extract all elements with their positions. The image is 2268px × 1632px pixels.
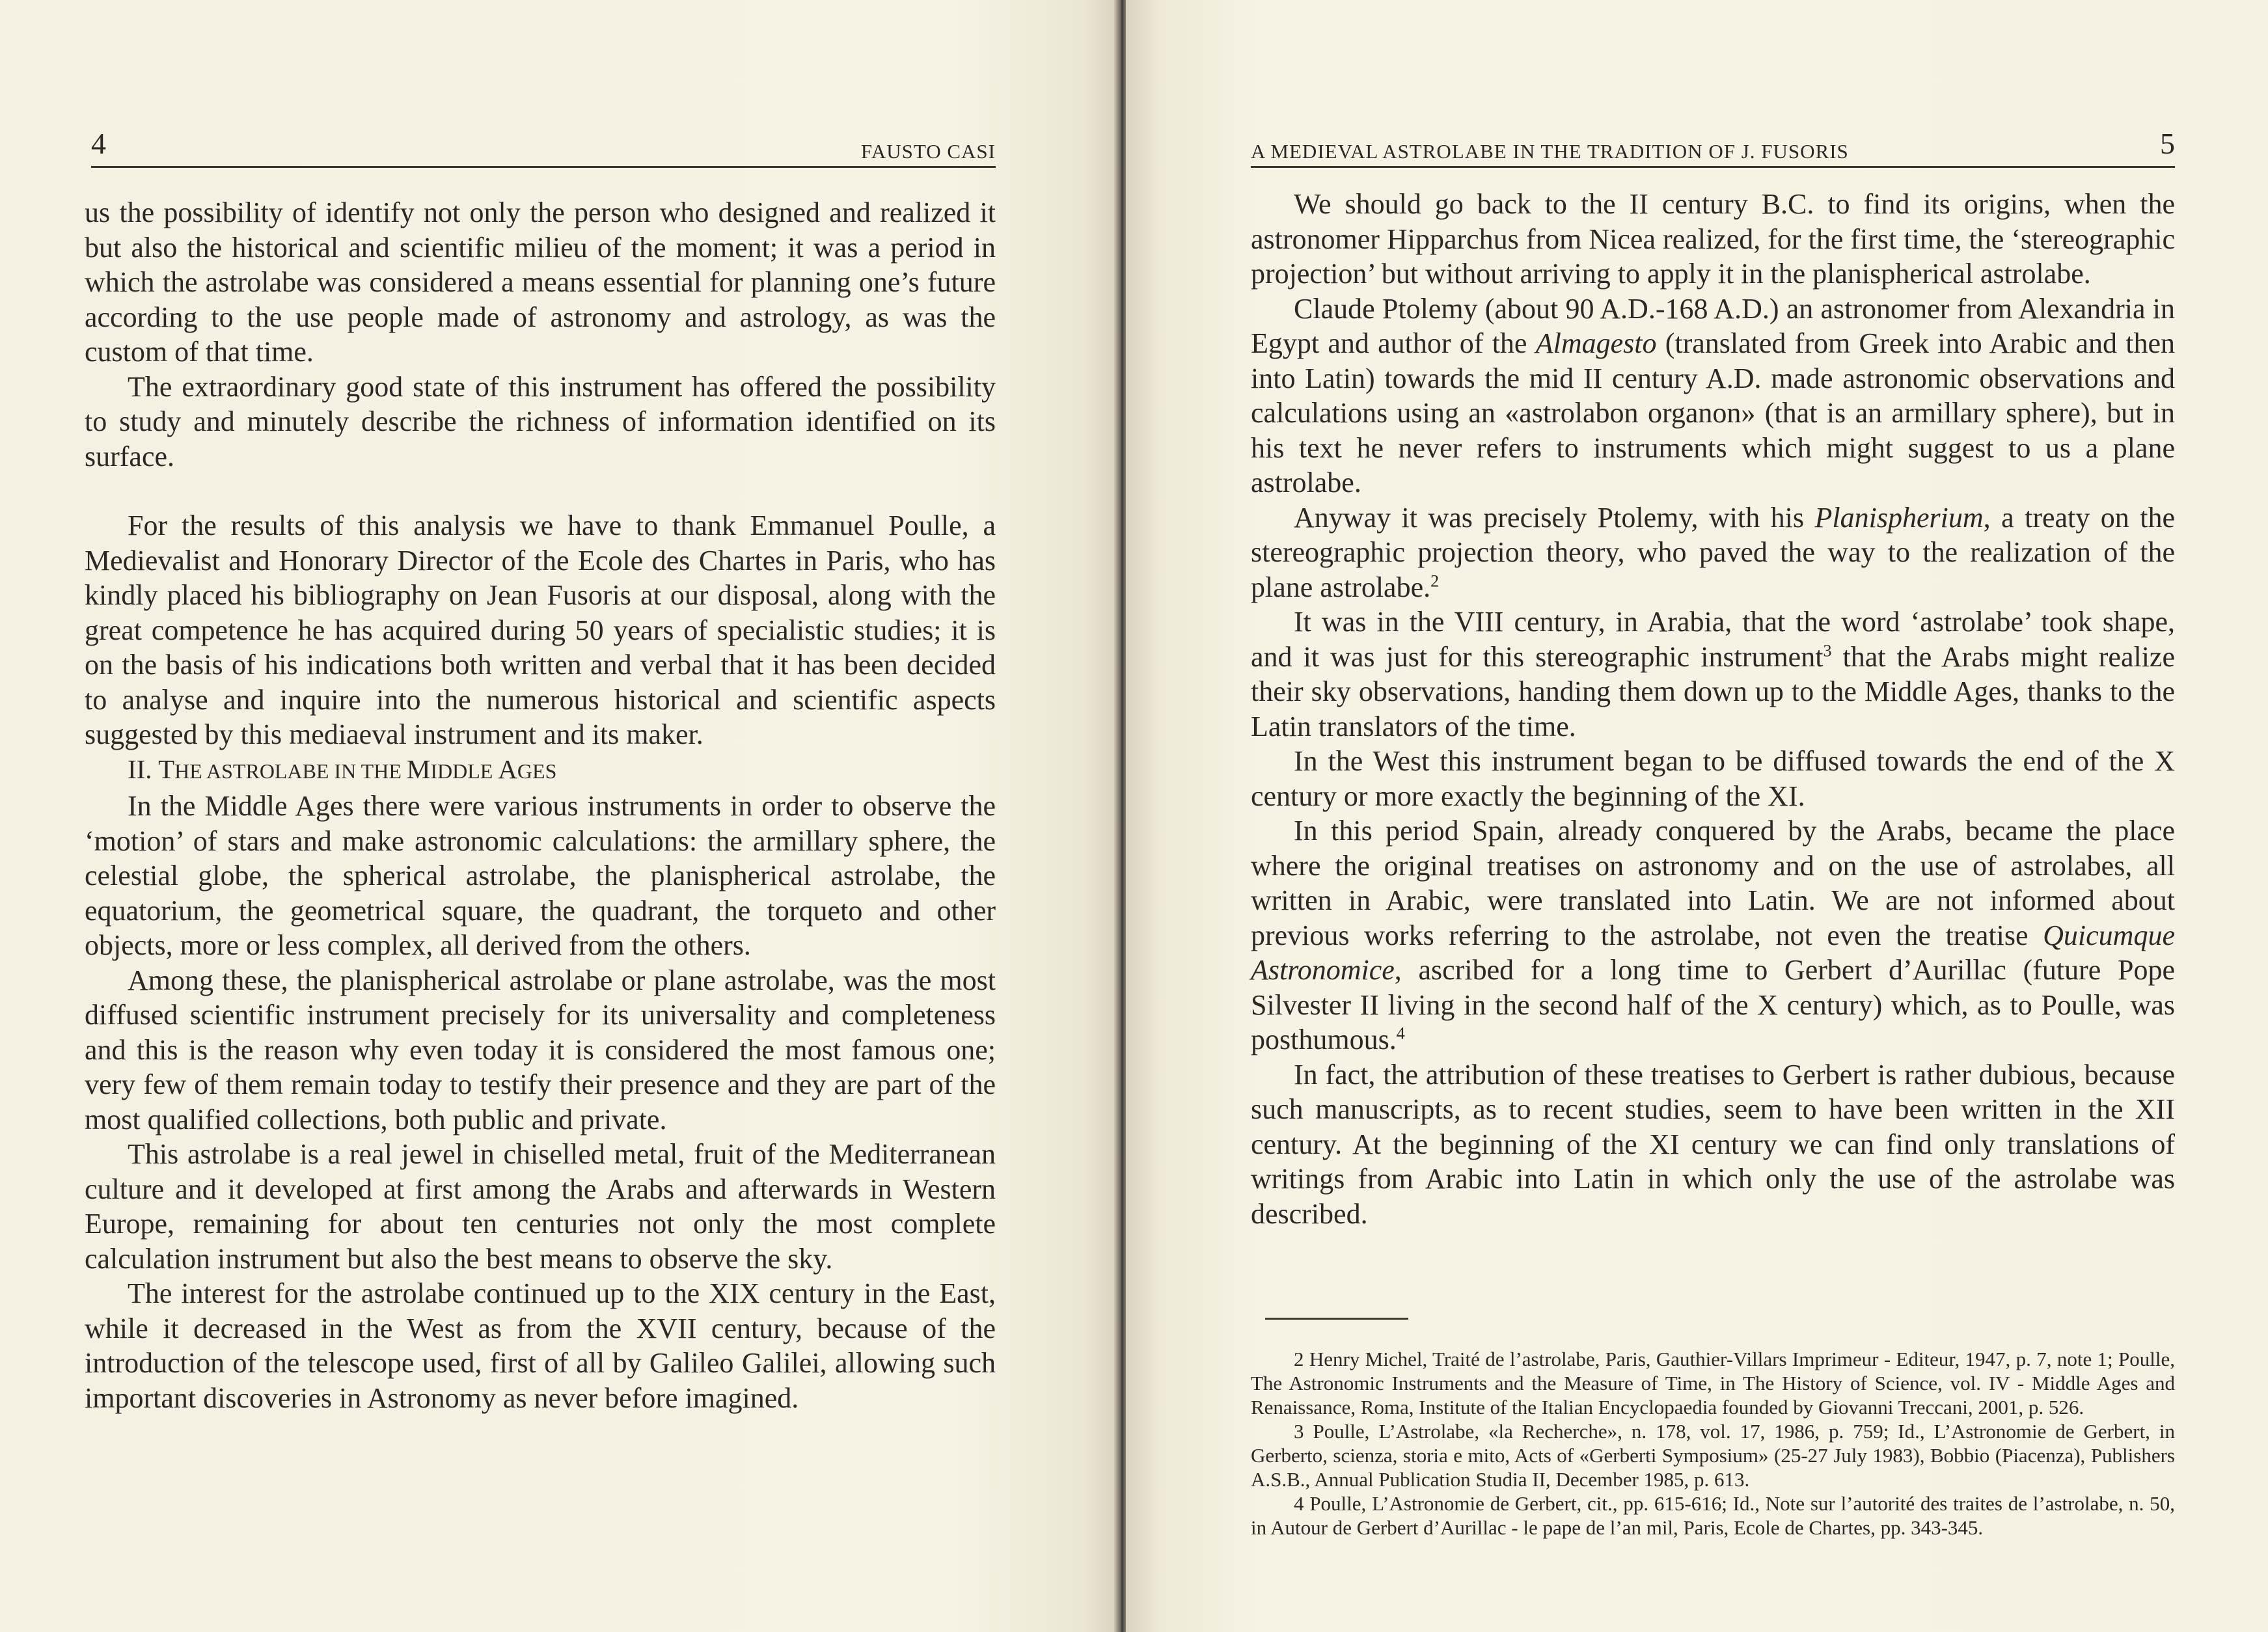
paragraph: Claude Ptolemy (about 90 A.D.-168 A.D.) an astronomer from Alexandria in Egypt and author of the Almagesto (translated from Greek into Arabic and then into Latin) towards the mid II century A.D. made astronomic observations and calculations using an «astrolabon organon» (that is an armillary sphere), but in his text he never refers to instruments which might suggest to us a plane astrolabe. <box>1251 292 2175 498</box>
paragraph: In the West this instrument began to be diffused towards the end of the X century or more exactly the beginning of the XI. <box>1251 745 2175 812</box>
paragraph: In the Middle Ages there were various instruments in order to observe the ‘motion’ of stars and make astronomic calculations: the armillary sphere, the celestial globe, the spherical astrolabe, the planispherical astrolabe, the equatorium, the geometrical square, the quadrant, the torqueto and other objects, more or less complex, all derived from the others. <box>85 790 996 961</box>
paragraph: Anyway it was precisely Ptolemy, with his Planispherium, a treaty on the stereographic projection theory, who paved the way to the realization of the plane astrolabe.$^2$ <box>1251 501 2175 603</box>
paragraph: In this period Spain, already conquered by the Arabs, became the place where the original treatises on astronomy and on the use of astrolabes, all written in Arabic, were translated into Latin. We are not informed about previous works referring to the astrolabe, not even the treatise Quicumque Astronomice, ascribed for a long time to Gerbert d’Aurillac (future Pope Silvester II living in the second half of the X century) which, as to Poulle, was posthumous.$^4$ <box>1251 815 2175 1055</box>
footnote-ref: 3 <box>1823 640 1832 660</box>
paragraph: The interest for the astrolabe continued up to the XIX century in the East, while it decreased in the West as from the XVII century, because of the introduction of the telescope used, first of all by Galileo Galilei, allowing such important discoveries in Astronomy as never before imagined. <box>85 1277 996 1414</box>
paragraph: In fact, the attribution of these treatises to Gerbert is rather dubious, because such manuscripts, as to recent studies, seem to have been written in the XII century. At the beginning of the XI century we can find only translations of writings from Arabic into Latin in which only the use of the astrolabe was described. <box>1251 1058 2175 1230</box>
right-page <box>1126 0 2268 1632</box>
footnotes <box>1251 1347 2175 1540</box>
running-head: A MEDIEVAL ASTROLABE IN THE TRADITION OF J. FUSORIS <box>1251 140 1849 163</box>
footnote: 4 Poulle, L’Astronomie de Gerbert, cit., pp. 615-616; Id., Note sur l’autorité des traites de l’astrolabe, n. 50, in Autour de Gerbert d’Aurillac - le pape de l’an mil, Paris, Ecole de Chartes, pp. 343-345. <box>1251 1492 2175 1539</box>
paragraph: This astrolabe is a real jewel in chiselled metal, fruit of the Mediterranean culture and it developed at first among the Arabs and afterwards in Western Europe, remaining for about ten centuries not only the most complete calculation instrument but also the best means to observe the sky. <box>85 1138 996 1275</box>
paragraph: The extraordinary good state of this instrument has offered the possibility to study and minutely describe the richness of information identified on its surface. <box>85 370 996 472</box>
footnote-ref: 2 <box>1430 571 1440 590</box>
page-number: 4 <box>91 127 106 160</box>
footnote: 3 Poulle, L’Astrolabe, «la Recherche», n. 178, vol. 17, 1986, p. 759; Id., L’Astronomie de Gerbert, in Gerberto, scienza, storia e mito, Acts of «Gerberti Symposium» (25-27 July 1983), Bobbio (Piacenza), Publishers A.S.B., Annual Publication Studia II, December 1985, p. 613. <box>1251 1420 2175 1491</box>
right-running-header <box>1251 120 2175 168</box>
left-page <box>0 0 1118 1632</box>
paragraph: Among these, the planispherical astrolabe or plane astrolabe, was the most diffused scientific instrument precisely for its universality and completeness and this is the reason why even today it is considered the most famous one; very few of them remain today to testify their presence and they are part of the most qualified collections, both public and private. <box>85 964 996 1136</box>
paragraph: us the possibility of identify not only the person who designed and realized it but also the historical and scientific milieu of the moment; it was a period in which the astrolabe was considered a means essential for planning one’s future according to the use people made of astronomy and astrology, as was the custom of that time. <box>85 197 996 368</box>
page-number: 5 <box>2160 127 2175 160</box>
paragraph: We should go back to the II century B.C. to find its origins, when the astronomer Hipparchus from Nicea realized, for the first time, the ‘stereographic projection’ but without arriving to apply it in the planispherical astrolabe. <box>1251 188 2175 290</box>
paragraph: For the results of this analysis we have to thank Emmanuel Poulle, a Medievalist and Honorary Director of the Ecole des Chartes in Paris, who has kindly placed his bibliography on Jean Fusoris at our disposal, along with the great competence he has acquired during 50 years of specialistic studies; it is on the basis of his indications both written and verbal that it has been decided to analyse and inquire into the numerous historical and scientific aspects suggested by this mediaeval instrument and its maker. <box>85 510 996 750</box>
footnote-rule <box>1265 1318 1408 1320</box>
section-heading: II. THE ASTROLABE IN THE MIDDLE AGES <box>128 754 557 784</box>
left-running-header <box>91 120 996 168</box>
right-body-text <box>1251 187 2175 1231</box>
footnote: 2 Henry Michel, Traité de l’astrolabe, Paris, Gauthier-Villars Imprimeur - Editeur, 1947, p. 7, note 1; Poulle, The Astronomic Instruments and the Measure of Time, in The History of Science, vol. IV - Middle Ages and Renaissance, Roma, Institute of the Italian Encyclopaedia founded by Giovanni Treccani, 2001, p. 526. <box>1251 1348 2175 1419</box>
running-head: FAUSTO CASI <box>860 140 996 163</box>
footnote-ref: 4 <box>1396 1024 1405 1043</box>
paragraph: It was in the VIII century, in Arabia, that the word ‘astrolabe’ took shape, and it was just for this stereographic instrument$^3$ that the Arabs might realize their sky observations, handing them down up to the Middle Ages, thanks to the Latin translators of the time. <box>1251 606 2175 742</box>
left-body-text <box>85 195 996 1415</box>
